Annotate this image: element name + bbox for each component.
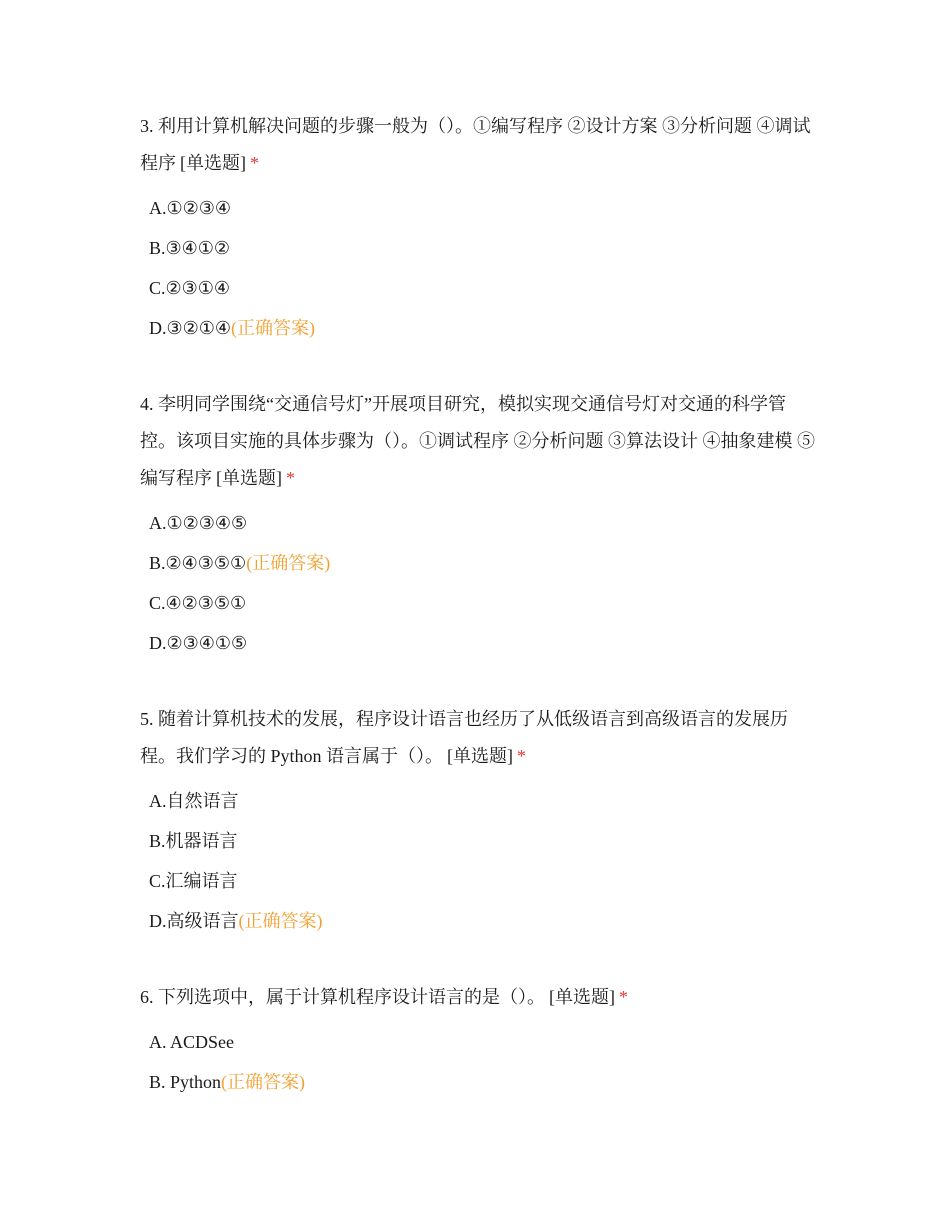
quiz-document <box>140 108 820 1140</box>
option-text: C.④②③⑤① <box>149 593 247 613</box>
option-text: A. ACDSee <box>149 1032 234 1052</box>
option-c[interactable] <box>149 583 820 623</box>
question-type: [单选题] <box>549 987 615 1007</box>
option-a[interactable] <box>149 781 820 821</box>
question-3 <box>140 108 820 348</box>
correct-answer-label: (正确答案) <box>221 1072 306 1092</box>
option-c[interactable] <box>149 268 820 308</box>
option-b[interactable] <box>149 543 820 583</box>
option-text: A.①②③④⑤ <box>149 513 248 533</box>
question-text: 4. 李明同学围绕“交通信号灯”开展项目研究，模拟实现交通信号灯对交通的科学管控。该项目实施的具体步骤为（）。①调试程序 ②分析问题 ③算法设计 ④抽象建模 ⑤编写程序 <box>140 394 815 488</box>
option-text: B.机器语言 <box>149 831 238 851</box>
option-b[interactable] <box>149 1062 820 1102</box>
required-marker: * <box>250 153 259 173</box>
option-text: D.③②①④ <box>149 318 232 338</box>
options-list <box>140 503 820 663</box>
question-text: 6. 下列选项中，属于计算机程序设计语言的是（）。 <box>140 987 545 1007</box>
option-text: A.①②③④ <box>149 198 232 218</box>
required-marker: * <box>517 746 527 766</box>
option-a[interactable] <box>149 503 820 543</box>
option-a[interactable] <box>149 188 820 228</box>
option-text: D.②③④①⑤ <box>149 633 248 653</box>
question-type: [单选题] <box>180 153 246 173</box>
option-d[interactable] <box>149 901 820 941</box>
options-list <box>140 1022 820 1102</box>
correct-answer-label: (正确答案) <box>231 318 316 338</box>
option-text: C.汇编语言 <box>149 871 238 891</box>
option-text: A.自然语言 <box>149 791 239 811</box>
options-list <box>140 781 820 941</box>
question-text: 5. 随着计算机技术的发展，程序设计语言也经历了从低级语言到高级语言的发展历程。我们学习的 Python 语言属于（）。 <box>140 709 788 766</box>
correct-answer-label: (正确答案) <box>246 553 331 573</box>
question-stem <box>140 386 820 497</box>
option-text: B.②④③⑤① <box>149 553 247 573</box>
option-text: C.②③①④ <box>149 278 231 298</box>
required-marker: * <box>286 468 295 488</box>
required-marker: * <box>619 987 628 1007</box>
question-4 <box>140 386 820 663</box>
question-text: 3. 利用计算机解决问题的步骤一般为（）。①编写程序 ②设计方案 ③分析问题 ④调试程序 <box>140 116 811 173</box>
option-text: D.高级语言 <box>149 911 239 931</box>
question-type: [单选题] <box>447 746 514 766</box>
option-text: B. Python <box>149 1072 222 1092</box>
option-b[interactable] <box>149 228 820 268</box>
option-d[interactable] <box>149 308 820 348</box>
question-stem <box>140 108 820 182</box>
option-text: B.③④①② <box>149 238 231 258</box>
option-b[interactable] <box>149 821 820 861</box>
question-5 <box>140 701 820 941</box>
option-c[interactable] <box>149 861 820 901</box>
question-stem <box>140 701 820 775</box>
question-stem <box>140 979 820 1016</box>
options-list <box>140 188 820 348</box>
option-d[interactable] <box>149 623 820 663</box>
correct-answer-label: (正确答案) <box>238 911 323 931</box>
option-a[interactable] <box>149 1022 820 1062</box>
question-6 <box>140 979 820 1102</box>
question-type: [单选题] <box>216 468 282 488</box>
